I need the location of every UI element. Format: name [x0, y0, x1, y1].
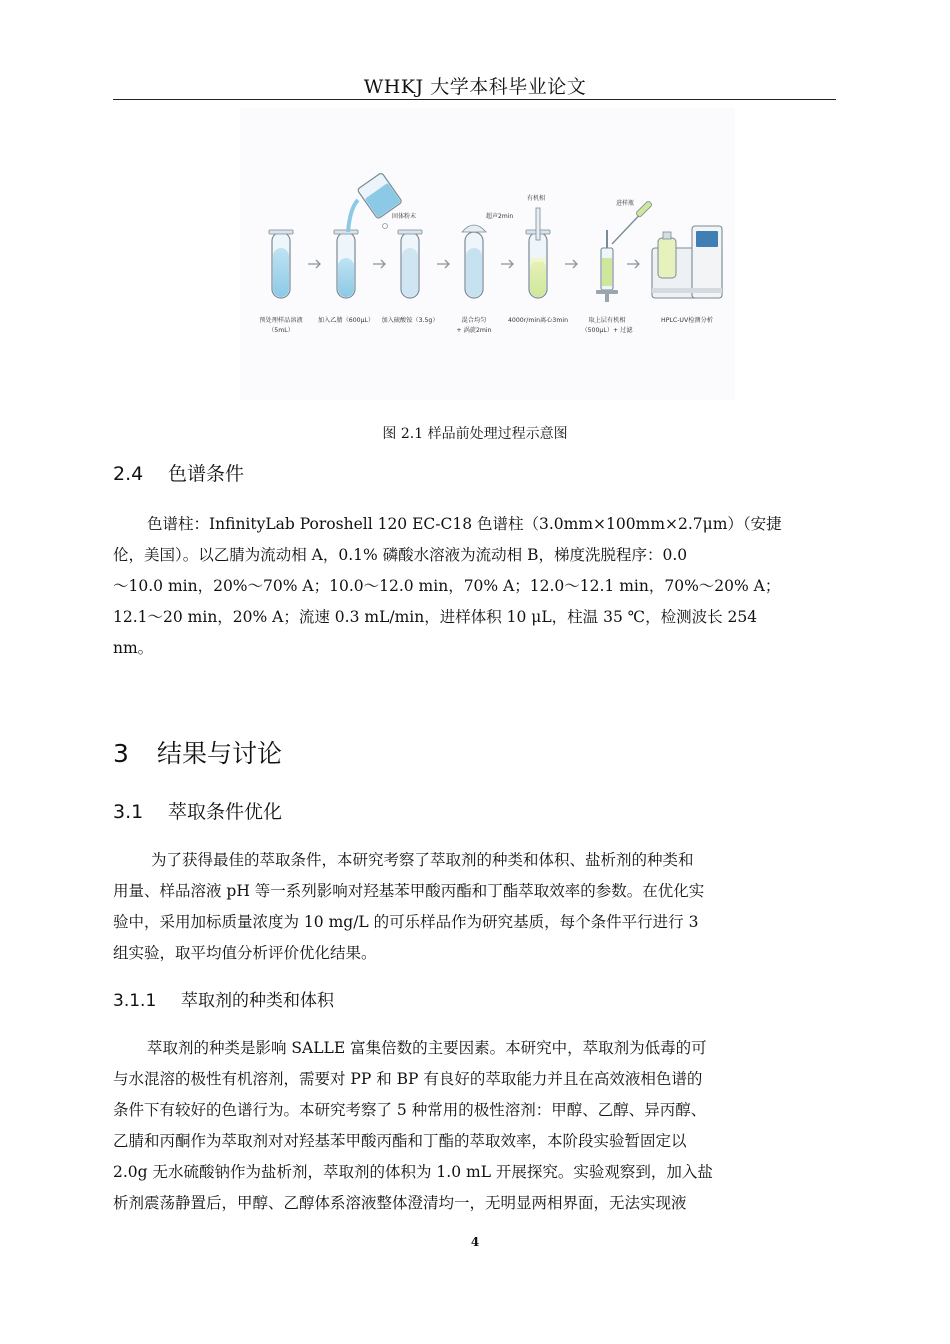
section-number: 3.1.1	[113, 991, 157, 1011]
organic-phase-label: 有机相	[527, 195, 546, 202]
step-label: 4000r/min离心3min	[507, 317, 569, 324]
ultrasonic-label: 超声2min	[486, 213, 514, 220]
vial-label: 进样瓶	[616, 200, 635, 207]
step-label: （5mL）	[268, 327, 294, 334]
text-line: nm。	[113, 639, 154, 657]
text-line: ～10.0 min，20%～70% A；10.0～12.0 min，70% A；12.0～12.1 min，70%～20% A；	[113, 577, 781, 595]
arrow-icon	[501, 260, 513, 268]
pretreatment-diagram	[240, 108, 735, 400]
section-heading-2-4	[113, 459, 244, 486]
text-line: 2.0g 无水硫酸钠作为盐析剂，萃取剂的体积为 1.0 mL 开展探究。实验观察到，加入盐	[113, 1163, 713, 1181]
paragraph-extractant-type-volume	[113, 1033, 837, 1219]
arrow-icon	[437, 260, 449, 268]
text-line: 条件下有较好的色谱行为。本研究考察了 5 种常用的极性溶剂：甲醇、乙醇、异丙醇、	[113, 1101, 707, 1119]
text-line: 12.1～20 min，20% A；流速 0.3 mL/min，进样体积 10 μL，柱温 35 ℃，检测波长 254	[113, 608, 758, 626]
page-number: 4	[470, 1235, 480, 1249]
chapter-title: 结果与讨论	[157, 739, 283, 768]
text-line: 与水混溶的极性有机溶剂，需要对 PP 和 BP 有良好的萃取能力并且在高效液相色谱的	[113, 1070, 703, 1088]
tube-sample-solution	[269, 230, 293, 298]
tube-mix-vortex	[462, 212, 513, 298]
section-heading-3-1-1	[113, 986, 334, 1011]
step-label: （500μL）+ 过滤	[581, 327, 633, 334]
text-line: 用量、样品溶液 pH 等一系列影响对羟基苯甲酸丙酯和丁酯萃取效率的参数。在优化实	[113, 882, 705, 900]
step-label: 预处理样品溶液	[259, 317, 303, 324]
powder-label: 固体粉末	[392, 213, 417, 220]
text-line: 伦，美国）。以乙腈为流动相 A，0.1% 磷酸水溶液为流动相 B，梯度洗脱程序：0.0	[113, 546, 688, 564]
text-line: 组实验，取平均值分析评价优化结果。	[113, 944, 377, 962]
text-line: 乙腈和丙酮作为萃取剂对对羟基苯甲酸丙酯和丁酯的萃取效率，本阶段实验暂固定以	[113, 1132, 687, 1150]
tube-centrifuge	[526, 194, 550, 298]
hplc-instrument-icon	[652, 226, 722, 298]
step-label: 加入硫酸铵（3.5g）	[381, 317, 439, 324]
paragraph-chromatographic-conditions	[113, 509, 837, 664]
section-heading-3-1	[113, 797, 282, 824]
page-header-title: WHKJ 大学本科毕业论文	[363, 76, 587, 98]
text-line: 色谱柱：InfinityLab Poroshell 120 EC-C18 色谱柱（3.0mm×100mm×2.7μm）（安捷	[147, 515, 782, 533]
arrow-icon	[373, 260, 385, 268]
section-title: 萃取条件优化	[168, 801, 283, 823]
text-line: 析剂震荡静置后，甲醇、乙醇体系溶液整体澄清均一，无明显两相界面，无法实现液	[113, 1194, 687, 1212]
paragraph-extraction-optimization	[113, 845, 837, 969]
step-label: 混合均匀	[461, 317, 487, 324]
step-label: + 涡旋2min	[456, 327, 492, 334]
header-divider	[113, 99, 836, 100]
step-label: 取上层有机相	[588, 317, 626, 324]
text-line: 验中，采用加标质量浓度为 10 mg/L 的可乐样品作为研究基质，每个条件平行进行 3	[113, 913, 699, 931]
section-number: 3.1	[113, 801, 144, 823]
step-label: 加入乙腈（600μL）	[317, 317, 375, 324]
tube-add-ammonium-sulfate	[383, 212, 423, 298]
tube-add-acetonitrile	[334, 172, 402, 298]
pretreatment-figure	[240, 108, 735, 400]
chapter-number: 3	[113, 739, 129, 768]
section-title: 萃取剂的种类和体积	[181, 991, 334, 1011]
section-title: 色谱条件	[168, 463, 245, 485]
arrow-icon	[565, 260, 577, 268]
text-line: 萃取剂的种类是影响 SALLE 富集倍数的主要因素。本研究中，萃取剂为低毒的可	[147, 1039, 707, 1057]
arrow-icon	[308, 260, 320, 268]
section-number: 2.4	[113, 463, 144, 485]
text-line: 为了获得最佳的萃取条件，本研究考察了萃取剂的种类和体积、盐析剂的种类和	[151, 851, 694, 869]
figure-caption: 图 2.1 样品前处理过程示意图	[382, 426, 568, 442]
syringe-icon	[596, 199, 652, 302]
arrow-icon	[627, 260, 639, 268]
chapter-heading-3	[113, 734, 282, 770]
step-label: HPLC-UV检测分析	[661, 317, 713, 324]
